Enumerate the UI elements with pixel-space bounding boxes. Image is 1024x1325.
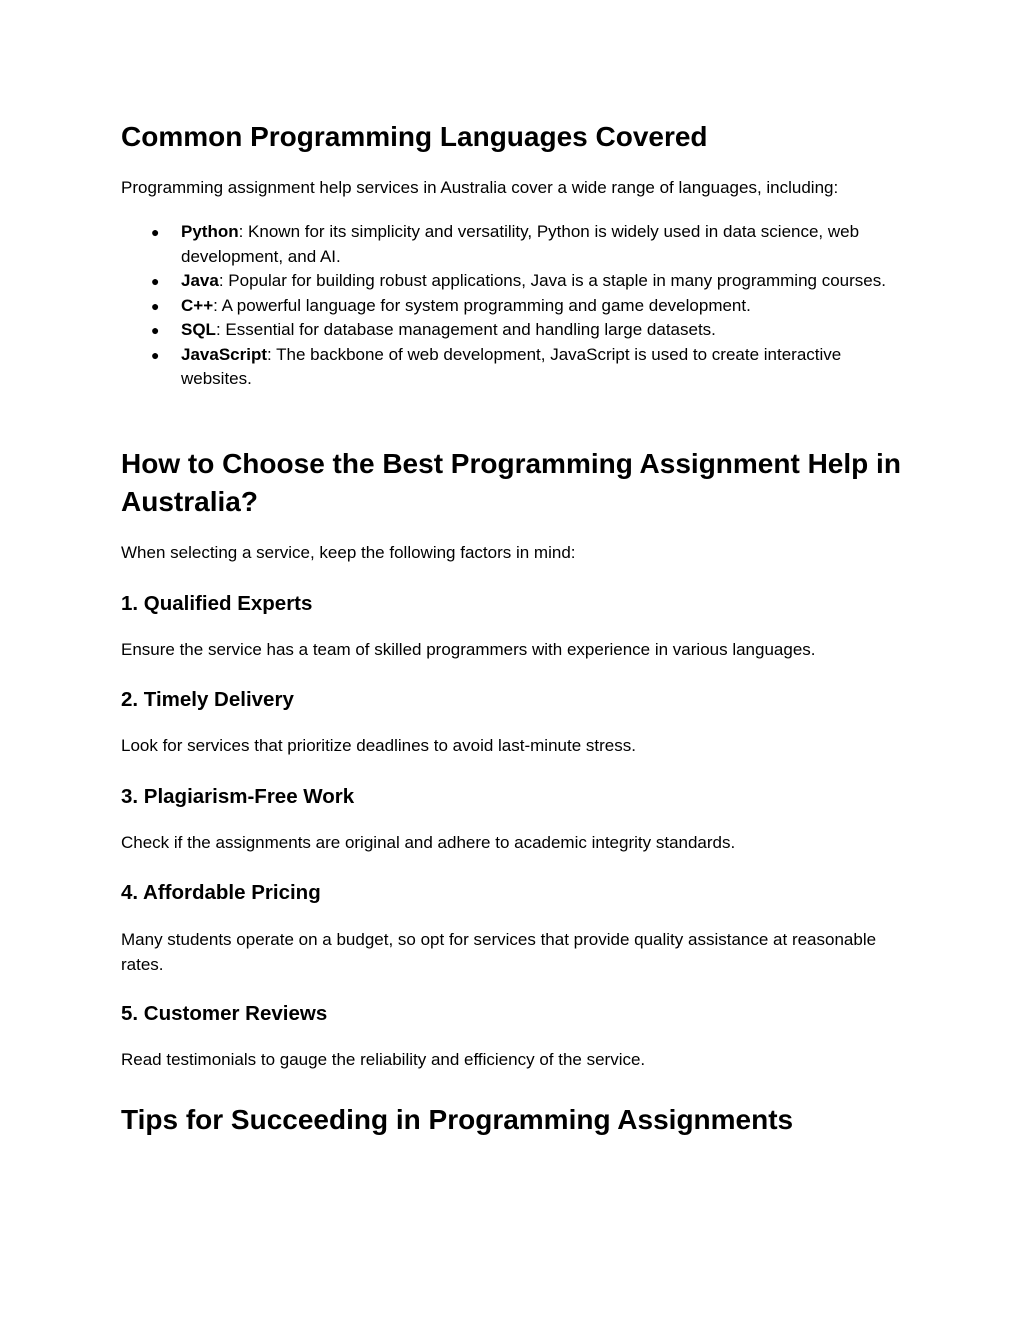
factor-heading: 2. Timely Delivery [121, 688, 294, 711]
list-item [121, 220, 911, 269]
language-description: : Popular for building robust applications, Java is a staple in many programming courses. [218, 271, 886, 290]
bullet-icon: ● [151, 273, 160, 289]
language-description: : The backbone of web development, JavaScript is used to create interactive websites. [181, 344, 842, 388]
factor-text: Ensure the service has a team of skilled programmers with experience in various languages. [121, 640, 816, 659]
bullet-icon: ● [151, 224, 160, 240]
section-title-languages: Common Programming Languages Covered [121, 121, 708, 152]
factor-heading: 3. Plagiarism-Free Work [121, 785, 355, 808]
section-title-tips: Tips for Succeeding in Programming Assignments [121, 1104, 794, 1135]
factor-heading: 1. Qualified Experts [121, 592, 313, 615]
language-name: SQL [181, 320, 216, 339]
language-name: C++ [181, 295, 214, 315]
language-description: : Essential for database management and handling large datasets. [215, 320, 716, 339]
languages-list [121, 220, 911, 392]
bullet-icon: ● [151, 346, 160, 363]
languages-intro: Programming assignment help services in Australia cover a wide range of languages, including: [121, 178, 839, 197]
factor-text: Look for services that prioritize deadlines to avoid last-minute stress. [121, 736, 636, 755]
factor-heading: 5. Customer Reviews [121, 1002, 328, 1025]
factor-text: Many students operate on a budget, so opt for services that provide quality assistance at reasonable rates. [121, 930, 877, 974]
language-name: Python [181, 222, 239, 241]
language-description: : A powerful language for system programming and game development. [213, 295, 751, 315]
list-item [121, 343, 911, 392]
factor-heading: 4. Affordable Pricing [121, 881, 321, 904]
bullet-icon: ● [151, 297, 160, 314]
list-item [121, 294, 911, 319]
language-name: Java [181, 271, 219, 290]
language-name: JavaScript [181, 344, 267, 364]
list-item [121, 269, 911, 294]
list-item [121, 318, 911, 343]
choose-intro: When selecting a service, keep the following factors in mind: [121, 543, 576, 562]
bullet-icon: ● [151, 322, 160, 338]
factor-text: Check if the assignments are original and adhere to academic integrity standards. [121, 833, 736, 852]
language-description: : Known for its simplicity and versatility, Python is widely used in data science, web development, and AI. [181, 222, 860, 266]
section-title-choose: How to Choose the Best Programming Assignment Help in Australia? [121, 448, 901, 517]
factor-text: Read testimonials to gauge the reliability and efficiency of the service. [121, 1050, 646, 1069]
